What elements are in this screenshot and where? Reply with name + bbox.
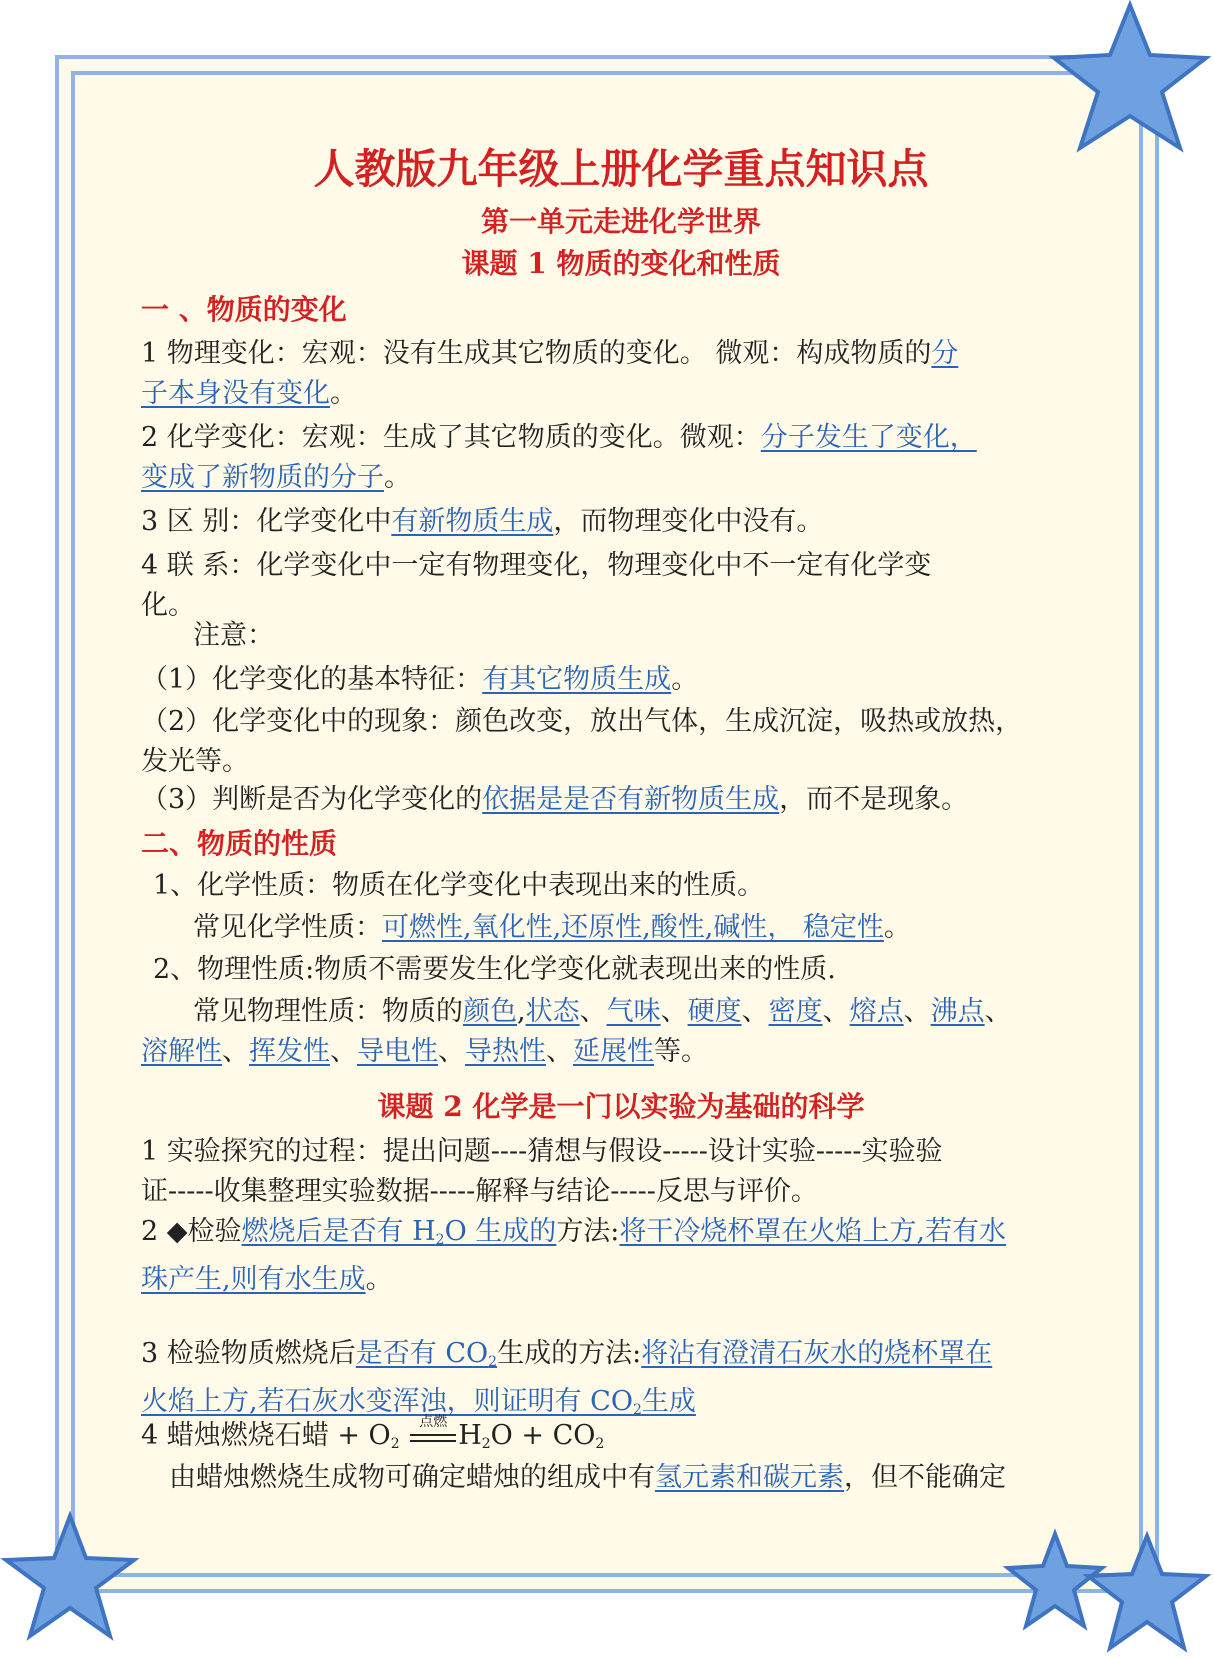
paragraph-difference: 3 区 别：化学变化中有新物质生成，而物理变化中没有。 bbox=[141, 506, 824, 537]
paragraph-candle-equation: 4 蜡烛燃烧石蜡 + $O_2$ 点燃 $H_2O + CO_2$ bbox=[141, 1413, 605, 1452]
property-term: 沸点 bbox=[930, 996, 985, 1027]
paragraph-test-co2: 3 检验物质燃烧后是否有 $CO_2$生成的方法:将沾有澄清石灰水的烧杯罩在 火焰上方,若石灰水变浑浊，则证明有 $CO_2$生成 bbox=[141, 1338, 993, 1418]
property-term: 熔点 bbox=[849, 996, 904, 1027]
lesson-1-title: 课题 1 物质的变化和性质 bbox=[461, 247, 781, 280]
note-2: （2）化学变化中的现象：颜色改变，放出气体，生成沉淀，吸热或放热， 发光等。 bbox=[141, 706, 1023, 777]
page-title: 人教版九年级上册化学重点知识点 bbox=[313, 145, 929, 193]
paragraph-common-chemical-properties: 常见化学性质：可燃性,氧化性,还原性,酸性,碱性， 稳定性。 bbox=[193, 912, 911, 943]
section-heading-changes: 一 、物质的变化 bbox=[141, 293, 347, 326]
star-icon-bottom-left bbox=[0, 1508, 140, 1658]
property-term: 气味 bbox=[606, 996, 661, 1027]
note-label: 注意： bbox=[193, 620, 274, 651]
note-1: （1）化学变化的基本特征：有其它物质生成。 bbox=[141, 664, 699, 695]
paragraph-common-physical-properties: 常见物理性质：物质的颜色,状态、气味、硬度、密度、熔点、沸点、 溶解性、挥发性、导电性、导热性、延展性等。 bbox=[141, 996, 1012, 1067]
property-term: 挥发性 bbox=[249, 1036, 330, 1067]
star-icon-bottom-right bbox=[1080, 1530, 1214, 1658]
paragraph-inquiry-process: 1 实验探究的过程：提出问题----猜想与假设-----设计实验-----实验验 证-----收集整理实验数据-----解释与结论-----反思与评价。 bbox=[141, 1136, 943, 1207]
reaction-arrow: 点燃 bbox=[408, 1422, 458, 1452]
lesson-2-title: 课题 2 化学是一门以实验为基础的科学 bbox=[377, 1090, 865, 1123]
paragraph-physical-property: 2、物理性质:物质不需要发生化学变化就表现出来的性质. bbox=[153, 954, 836, 985]
paragraph-chemical-change: 2 化学变化：宏观：生成了其它物质的变化。微观：分子发生了变化， 变成了新物质的分子。 bbox=[141, 422, 977, 493]
property-term: 延展性 bbox=[573, 1036, 654, 1067]
paragraph-relation: 4 联 系：化学变化中一定有物理变化，物理变化中不一定有化学变 化。 bbox=[141, 550, 932, 621]
unit-title: 第一单元走进化学世界 bbox=[480, 205, 761, 238]
property-term: 状态 bbox=[525, 996, 580, 1027]
star-icon-top-right bbox=[1030, 0, 1214, 160]
property-term: 溶解性 bbox=[141, 1036, 222, 1067]
section-heading-properties: 二、物质的性质 bbox=[141, 827, 338, 860]
paragraph-test-water: 2 ◆检验燃烧后是否有 $H_2O$ 生成的方法:将干冷烧杯罩在火焰上方,若有水 珠产生,则有水生成。 bbox=[141, 1216, 1007, 1295]
property-term: 密度 bbox=[768, 996, 823, 1027]
paragraph-chemical-property: 1、化学性质：物质在化学变化中表现出来的性质。 bbox=[153, 870, 765, 901]
property-term: 导电性 bbox=[357, 1036, 438, 1067]
paragraph-candle-composition: 由蜡烛燃烧生成物可确定蜡烛的组成中有氢元素和碳元素，但不能确定 bbox=[169, 1462, 1006, 1493]
property-term: 硬度 bbox=[687, 996, 742, 1027]
property-term: 颜色 bbox=[463, 996, 517, 1027]
note-3: （3）判断是否为化学变化的依据是是否有新物质生成，而不是现象。 bbox=[141, 784, 969, 815]
paragraph-physical-change: 1 物理变化：宏观：没有生成其它物质的变化。 微观：构成物质的分 子本身没有变化。 bbox=[141, 338, 959, 409]
property-term: 导热性 bbox=[465, 1036, 546, 1067]
